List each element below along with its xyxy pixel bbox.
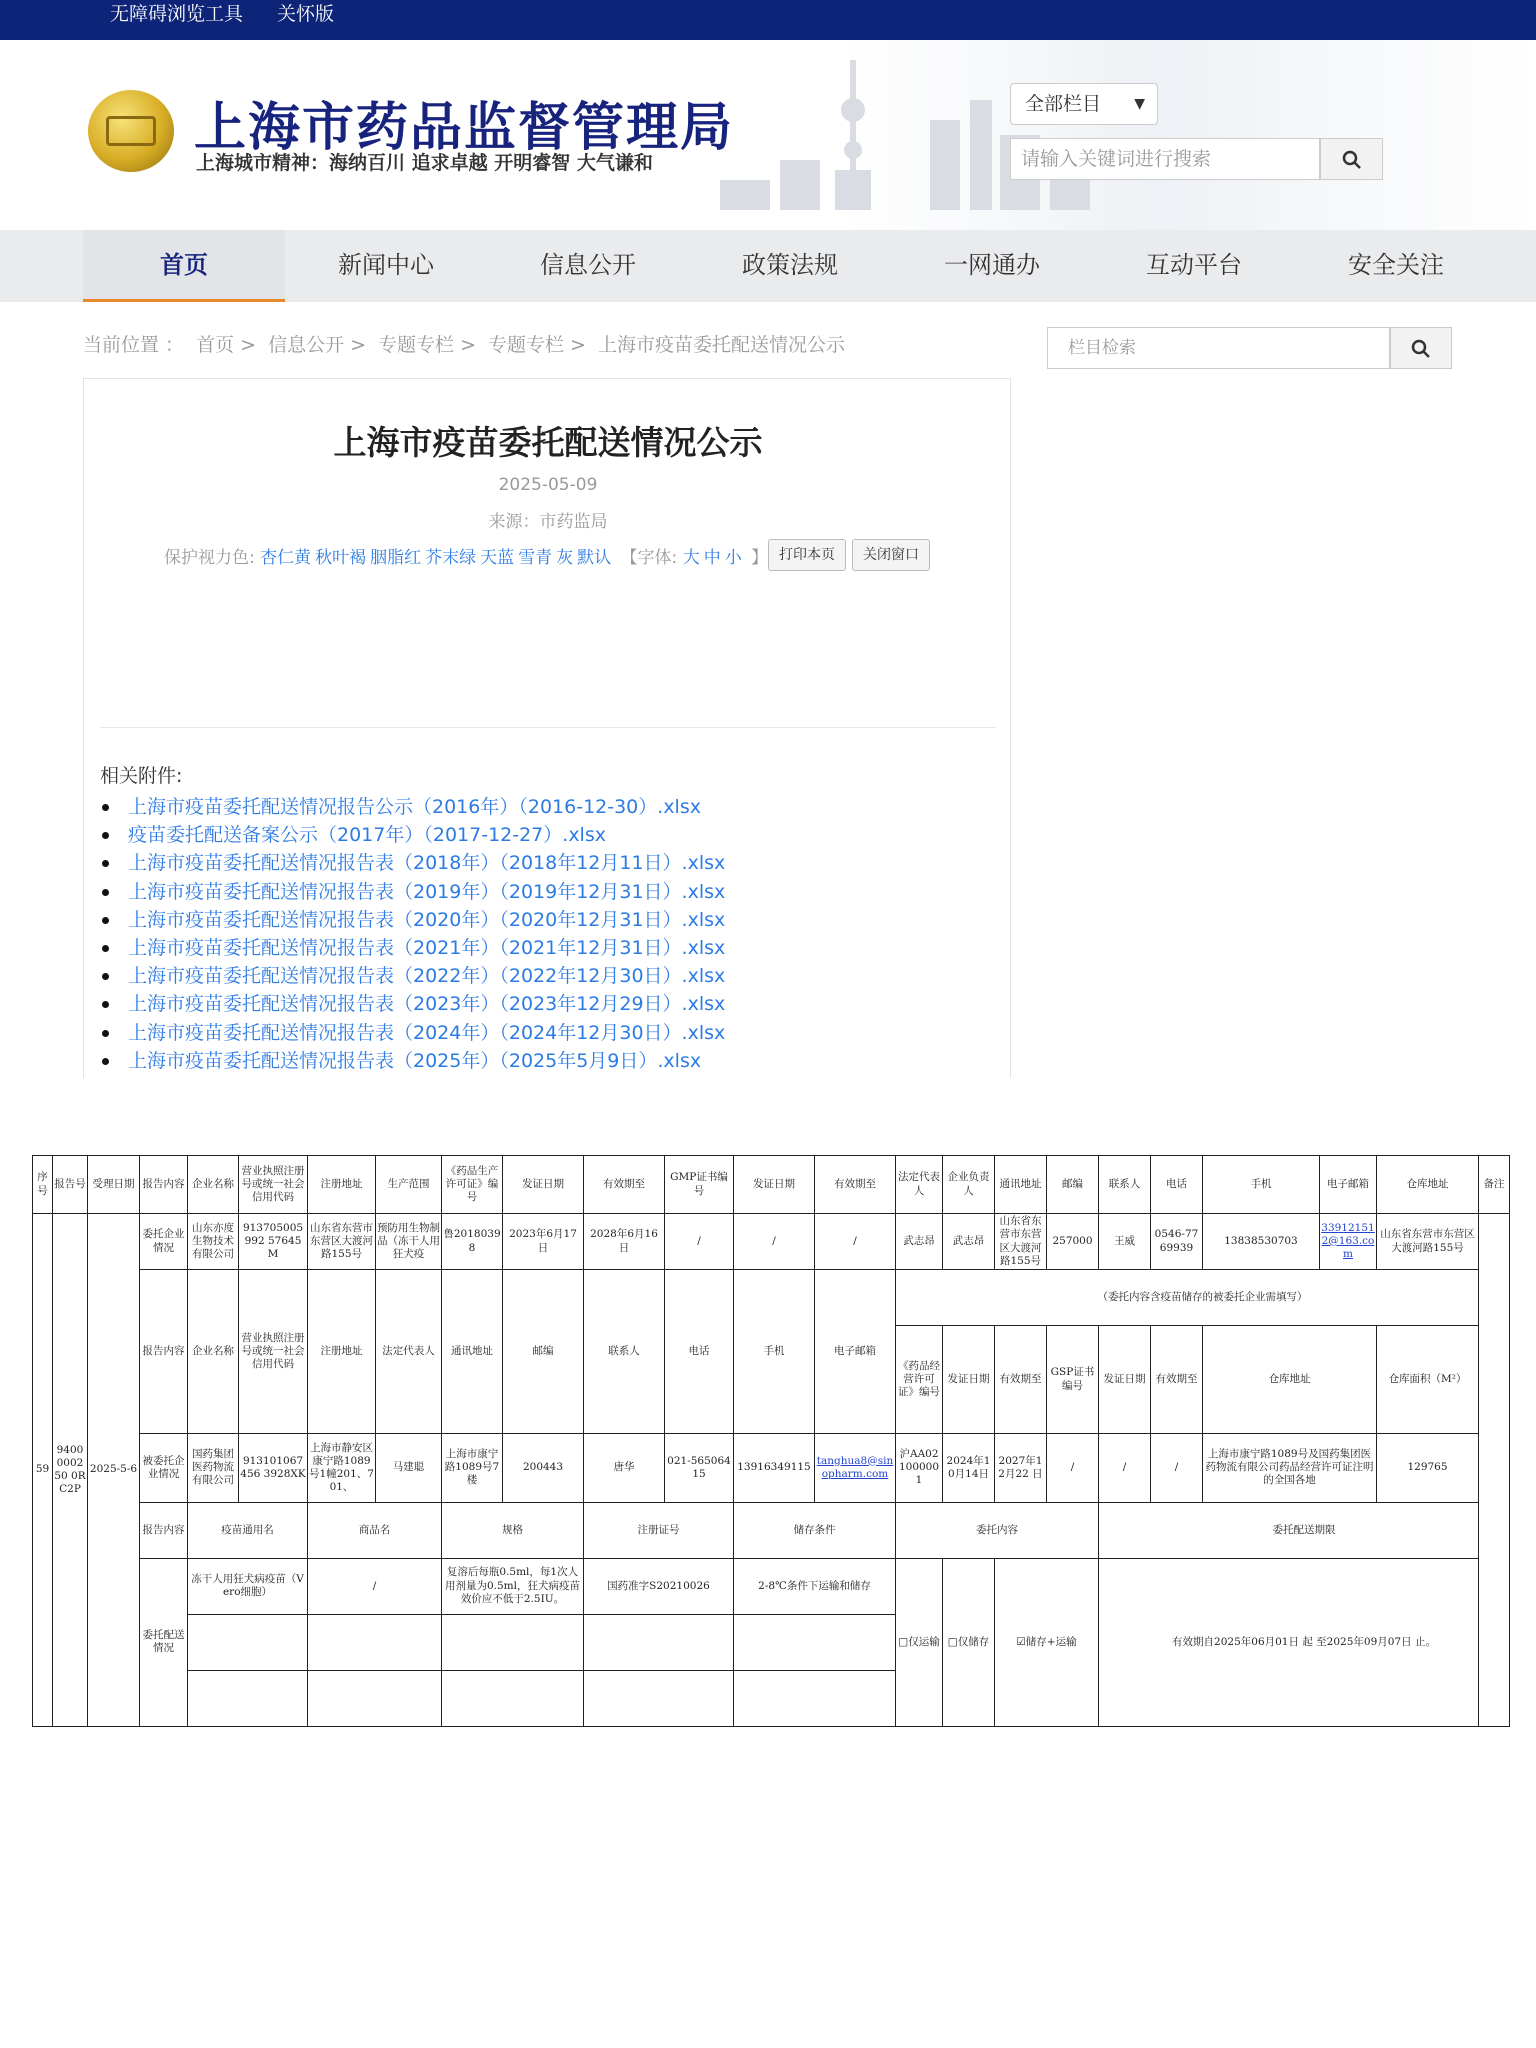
header-cell: 企业负责人 bbox=[943, 1156, 995, 1214]
delivery-row bbox=[33, 1558, 1510, 1614]
care-mode-link[interactable]: 关怀版 bbox=[277, 3, 335, 25]
article-source: 来源：市药监局 bbox=[488, 512, 608, 532]
empty-cell bbox=[734, 1614, 896, 1670]
attachment-link[interactable]: 上海市疫苗委托配送情况报告表（2023年）（2023年12月29日）.xlsx bbox=[100, 990, 725, 1018]
header-cell: 仓库地址 bbox=[1377, 1156, 1479, 1214]
scope-select[interactable] bbox=[1010, 83, 1158, 125]
header-cell: 营业执照注册号或统一社会信用代码 bbox=[239, 1156, 308, 1214]
attachment-link[interactable]: 上海市疫苗委托配送情况报告表（2022年）（2022年12月30日）.xlsx bbox=[100, 962, 725, 990]
agent-header-cell: 营业执照注册号或统一社会信用代码 bbox=[239, 1270, 308, 1434]
accessibility-tools-link[interactable]: 无障碍浏览工具 bbox=[110, 3, 244, 25]
breadcrumb-colon: ： bbox=[165, 334, 185, 356]
header-cell: GMP证书编号 bbox=[665, 1156, 734, 1214]
breadcrumb bbox=[83, 330, 851, 357]
nav-home[interactable]: 首页 bbox=[83, 230, 285, 302]
agent-issue-date: 2024年10月14日 bbox=[943, 1434, 995, 1503]
header-cell: 报告号 bbox=[53, 1156, 88, 1214]
agent-note: （委托内容含疫苗储存的被委托企业需填写） bbox=[896, 1270, 1510, 1326]
principal-row bbox=[33, 1214, 1510, 1270]
vaccine-header-cell: 商品名 bbox=[308, 1502, 442, 1558]
breadcrumb-arrow: > bbox=[240, 334, 257, 356]
vaccine-header-cell: 注册证号 bbox=[584, 1502, 734, 1558]
header-cell: 序号 bbox=[33, 1156, 53, 1214]
attachment-link[interactable]: 上海市疫苗委托配送情况报告公示（2016年）（2016-12-30）.xlsx bbox=[100, 793, 725, 821]
principal-gmp-valid: / bbox=[815, 1214, 896, 1270]
agency-emblem-icon bbox=[88, 90, 174, 172]
attachment-link[interactable]: 疫苗委托配送备案公示（2017年）（2017-12-27）.xlsx bbox=[100, 821, 725, 849]
chevron-down-icon: ▼ bbox=[1134, 96, 1145, 112]
vaccine-header-cell: 委托内容 bbox=[896, 1502, 1099, 1558]
breadcrumb-topic-2[interactable]: 专题专栏 bbox=[488, 334, 565, 356]
nav-news[interactable]: 新闻中心 bbox=[338, 251, 434, 279]
attachments-heading: 相关附件: bbox=[100, 765, 183, 787]
header-cell: 报告内容 bbox=[140, 1156, 188, 1214]
empty-cell bbox=[308, 1614, 442, 1670]
header-cell: 联系人 bbox=[1099, 1156, 1151, 1214]
font-large[interactable]: 大 bbox=[682, 548, 700, 568]
vaccine-header-cell: 报告内容 bbox=[140, 1502, 188, 1558]
agent-header-cell: 邮编 bbox=[503, 1270, 584, 1434]
header-cell: 企业名称 bbox=[188, 1156, 239, 1214]
breadcrumb-arrow: > bbox=[460, 334, 476, 356]
agent-row bbox=[33, 1434, 1510, 1503]
empty-cell bbox=[442, 1614, 584, 1670]
principal-mobile: 13838530703 bbox=[1203, 1214, 1320, 1270]
font-size-label: 【字体: bbox=[620, 548, 678, 568]
principal-label: 委托企业情况 bbox=[140, 1214, 188, 1270]
principal-manager: 武志昂 bbox=[943, 1214, 995, 1270]
agent-subheader-cell: 发证日期 bbox=[1099, 1326, 1151, 1434]
main-nav bbox=[0, 230, 1536, 302]
agent-subheader-cell: 有效期至 bbox=[995, 1326, 1047, 1434]
agent-legal-rep: 马建聪 bbox=[376, 1434, 442, 1503]
agent-header-cell: 注册地址 bbox=[308, 1270, 376, 1434]
agent-mail-address: 上海市康宁路1089号7楼 bbox=[442, 1434, 503, 1503]
breadcrumb-arrow: > bbox=[570, 334, 586, 356]
article-title: 上海市疫苗委托配送情况公示 bbox=[333, 423, 763, 462]
agent-code: 913101067456 3928XK bbox=[239, 1434, 308, 1503]
delivery-option-storage: □仅储存 bbox=[943, 1558, 995, 1726]
principal-email-link[interactable]: 339121512@163.com bbox=[1320, 1214, 1377, 1270]
site-search-button[interactable] bbox=[1320, 138, 1383, 180]
nav-safety[interactable]: 安全关注 bbox=[1348, 251, 1444, 279]
empty-cell bbox=[584, 1670, 734, 1726]
delivery-option-both: ☑储存+运输 bbox=[995, 1558, 1099, 1726]
header-cell: 《药品生产许可证》编号 bbox=[442, 1156, 503, 1214]
nav-policy[interactable]: 政策法规 bbox=[742, 251, 838, 279]
agent-header-cell: 通讯地址 bbox=[442, 1270, 503, 1434]
breadcrumb-home[interactable]: 首页 bbox=[196, 334, 235, 356]
agent-gsp: / bbox=[1047, 1434, 1099, 1503]
delivery-reg-no: 国药准字S20210026 bbox=[584, 1558, 734, 1614]
agent-subheader-cell: 仓库地址 bbox=[1203, 1326, 1377, 1434]
empty-cell bbox=[188, 1670, 308, 1726]
header-cell: 手机 bbox=[1203, 1156, 1320, 1214]
vaccine-header-cell: 规格 bbox=[442, 1502, 584, 1558]
principal-warehouse: 山东省东营市东营区大渡河路155号 bbox=[1377, 1214, 1479, 1270]
search-icon bbox=[1342, 150, 1362, 170]
accept-date-cell: 2025-5-6 bbox=[88, 1214, 140, 1727]
agent-mobile: 13916349115 bbox=[734, 1434, 815, 1503]
scope-select-value: 全部栏目 bbox=[1025, 93, 1102, 115]
agent-address: 上海市静安区康宁路1089号1幢201、701、 bbox=[308, 1434, 376, 1503]
agent-valid-to: 2027年12月22 日 bbox=[995, 1434, 1047, 1503]
delivery-label: 委托配送情况 bbox=[140, 1558, 188, 1726]
nav-info-disclosure[interactable]: 信息公开 bbox=[540, 251, 636, 279]
attachment-link[interactable]: 上海市疫苗委托配送情况报告表（2018年）（2018年12月11日）.xlsx bbox=[100, 849, 725, 877]
agent-header-cell: 电子邮箱 bbox=[815, 1270, 896, 1434]
principal-address: 山东省东营市东营区大渡河路155号 bbox=[308, 1214, 376, 1270]
article-panel bbox=[83, 378, 1011, 1078]
attachment-link[interactable]: 上海市疫苗委托配送情况报告表（2024年）（2024年12月30日）.xlsx bbox=[100, 1019, 725, 1047]
empty-cell bbox=[188, 1614, 308, 1670]
header-cell: 发证日期 bbox=[503, 1156, 584, 1214]
delivery-spec: 复溶后每瓶0.5ml，每1次人用剂量为0.5ml，狂犬病疫苗效价应不低于2.5IU。 bbox=[442, 1558, 584, 1614]
vaccine-header-cell: 储存条件 bbox=[734, 1502, 896, 1558]
agent-name: 国药集团医药物流有限公司 bbox=[188, 1434, 239, 1503]
breadcrumb-current[interactable]: 上海市疫苗委托配送情况公示 bbox=[598, 334, 846, 356]
article-date: 2025-05-09 bbox=[498, 475, 598, 495]
principal-valid-to: 2028年6月16日 bbox=[584, 1214, 665, 1270]
header-cell: 发证日期 bbox=[734, 1156, 815, 1214]
skyline-illustration bbox=[600, 40, 1120, 230]
header-cell: 有效期至 bbox=[584, 1156, 665, 1214]
site-header bbox=[0, 40, 1536, 230]
agent-contact: 唐华 bbox=[584, 1434, 665, 1503]
eye-color-label: 保护视力色: bbox=[164, 548, 255, 568]
delivery-generic-name: 冻干人用狂犬病疫苗（Vero细胞） bbox=[188, 1558, 308, 1614]
top-utility-bar bbox=[0, 0, 1536, 40]
table-header-row bbox=[33, 1156, 1510, 1214]
agent-email-link[interactable]: tanghua8@sinopharm.com bbox=[815, 1434, 896, 1503]
close-window-button[interactable]: 关闭窗口 bbox=[852, 539, 930, 571]
breadcrumb-arrow: > bbox=[350, 334, 366, 356]
print-button[interactable]: 打印本页 bbox=[768, 539, 846, 571]
empty-cell bbox=[734, 1670, 896, 1726]
header-cell: 生产范围 bbox=[376, 1156, 442, 1214]
principal-scope: 预防用生物制品（冻干人用狂犬疫 bbox=[376, 1214, 442, 1270]
agent-header-row bbox=[33, 1270, 1510, 1326]
nav-online-service[interactable]: 一网通办 bbox=[944, 251, 1040, 279]
font-medium[interactable]: 中 bbox=[703, 548, 721, 568]
principal-license: 鲁20180398 bbox=[442, 1214, 503, 1270]
delivery-trade-name: / bbox=[308, 1558, 442, 1614]
vaccine-header-cell: 委托配送期限 bbox=[1099, 1502, 1510, 1558]
delivery-option-transport: □仅运输 bbox=[896, 1558, 943, 1726]
agent-gsp-issue: / bbox=[1099, 1434, 1151, 1503]
column-search-button[interactable] bbox=[1390, 327, 1452, 369]
attachment-link[interactable]: 上海市疫苗委托配送情况报告表（2020年）（2020年12月31日）.xlsx bbox=[100, 906, 725, 934]
header-cell: 电子邮箱 bbox=[1320, 1156, 1377, 1214]
nav-interaction[interactable]: 互动平台 bbox=[1146, 251, 1242, 279]
site-slogan: 上海城市精神：海纳百川 追求卓越 开明睿智 大气谦和 bbox=[196, 152, 653, 174]
site-search-input[interactable]: 请输入关键词进行搜索 bbox=[1010, 138, 1320, 180]
report-no-cell: 9400000250 0RC2P bbox=[53, 1214, 88, 1727]
empty-cell bbox=[584, 1614, 734, 1670]
divider bbox=[100, 727, 996, 728]
empty-cell bbox=[442, 1670, 584, 1726]
color-default[interactable]: 默认 bbox=[577, 548, 612, 568]
agent-zip: 200443 bbox=[503, 1434, 584, 1503]
agent-gsp-valid: / bbox=[1151, 1434, 1203, 1503]
seq-cell: 59 bbox=[33, 1214, 53, 1727]
breadcrumb-topic[interactable]: 专题专栏 bbox=[378, 334, 455, 356]
site-title[interactable]: 上海市药品监督管理局 bbox=[194, 98, 735, 158]
agent-header-cell: 联系人 bbox=[584, 1270, 665, 1434]
agent-header-cell: 企业名称 bbox=[188, 1270, 239, 1434]
agent-subheader-cell: 《药品经营许可证》编号 bbox=[896, 1326, 943, 1434]
header-cell: 电话 bbox=[1151, 1156, 1203, 1214]
header-cell: 邮编 bbox=[1047, 1156, 1099, 1214]
attachment-link[interactable]: 上海市疫苗委托配送情况报告表（2025年）（2025年5月9日）.xlsx bbox=[100, 1047, 725, 1075]
color-lilac[interactable]: 雪青 bbox=[518, 548, 553, 568]
header-cell: 通讯地址 bbox=[995, 1156, 1047, 1214]
agent-header-cell: 电话 bbox=[665, 1270, 734, 1434]
header-cell: 法定代表人 bbox=[896, 1156, 943, 1214]
agent-warehouse: 上海市康宁路1089号及国药集团医药物流有限公司药品经营许可证注明的全国各地 bbox=[1203, 1434, 1377, 1503]
header-cell: 受理日期 bbox=[88, 1156, 140, 1214]
principal-zip: 257000 bbox=[1047, 1214, 1099, 1270]
header-cell: 备注 bbox=[1479, 1156, 1510, 1214]
attachment-link[interactable]: 上海市疫苗委托配送情况报告表（2019年）（2019年12月31日）.xlsx bbox=[100, 878, 725, 906]
agent-label: 被委托企业情况 bbox=[140, 1434, 188, 1503]
principal-code: 913705005992 57645M bbox=[239, 1214, 308, 1270]
agent-area: 129765 bbox=[1377, 1434, 1479, 1503]
color-almond[interactable]: 杏仁黄 bbox=[260, 548, 312, 568]
color-mustard[interactable]: 芥末绿 bbox=[425, 548, 477, 568]
principal-gmp-issue: / bbox=[734, 1214, 815, 1270]
font-small[interactable]: 小 bbox=[724, 548, 742, 568]
principal-contact: 王威 bbox=[1099, 1214, 1151, 1270]
agent-header-cell: 报告内容 bbox=[140, 1270, 188, 1434]
agent-header-cell: 手机 bbox=[734, 1270, 815, 1434]
color-skyblue[interactable]: 天蓝 bbox=[480, 548, 515, 568]
breadcrumb-label: 当前位置 bbox=[83, 334, 160, 356]
agent-subheader-cell: 仓库面积（M²） bbox=[1377, 1326, 1479, 1434]
agent-phone: 021-56506415 bbox=[665, 1434, 734, 1503]
principal-mail-address: 山东省东营市东营区大渡河路155号 bbox=[995, 1214, 1047, 1270]
report-table bbox=[32, 1155, 1510, 1727]
color-autumn[interactable]: 秋叶褐 bbox=[315, 548, 367, 568]
agent-license: 沪AA021000001 bbox=[896, 1434, 943, 1503]
delivery-period: 有效期自2025年06月01日 起 至2025年09月07日 止。 bbox=[1099, 1558, 1510, 1726]
principal-issue-date: 2023年6月17日 bbox=[503, 1214, 584, 1270]
header-cell: 注册地址 bbox=[308, 1156, 376, 1214]
column-search-input[interactable]: 栏目检索 bbox=[1047, 327, 1390, 369]
vaccine-header-row bbox=[33, 1502, 1510, 1558]
color-gray[interactable]: 灰 bbox=[556, 548, 574, 568]
attachment-link[interactable]: 上海市疫苗委托配送情况报告表（2021年）（2021年12月31日）.xlsx bbox=[100, 934, 725, 962]
agent-subheader-cell: 有效期至 bbox=[1151, 1326, 1203, 1434]
delivery-storage: 2-8℃条件下运输和储存 bbox=[734, 1558, 896, 1614]
header-cell: 有效期至 bbox=[815, 1156, 896, 1214]
empty-cell bbox=[308, 1670, 442, 1726]
principal-name: 山东亦度生物技术有限公司 bbox=[188, 1214, 239, 1270]
search-icon bbox=[1411, 339, 1431, 359]
reading-tools bbox=[164, 543, 768, 568]
font-size-close: 】 bbox=[751, 548, 769, 568]
agent-header-cell: 法定代表人 bbox=[376, 1270, 442, 1434]
principal-phone: 0546-7769939 bbox=[1151, 1214, 1203, 1270]
attachments-list bbox=[100, 793, 725, 1075]
color-rouge[interactable]: 胭脂红 bbox=[370, 548, 422, 568]
principal-gmp: / bbox=[665, 1214, 734, 1270]
agent-subheader-cell: GSP证书编号 bbox=[1047, 1326, 1099, 1434]
vaccine-header-cell: 疫苗通用名 bbox=[188, 1502, 308, 1558]
principal-legal-rep: 武志昂 bbox=[896, 1214, 943, 1270]
agent-subheader-cell: 发证日期 bbox=[943, 1326, 995, 1434]
breadcrumb-info[interactable]: 信息公开 bbox=[268, 334, 345, 356]
